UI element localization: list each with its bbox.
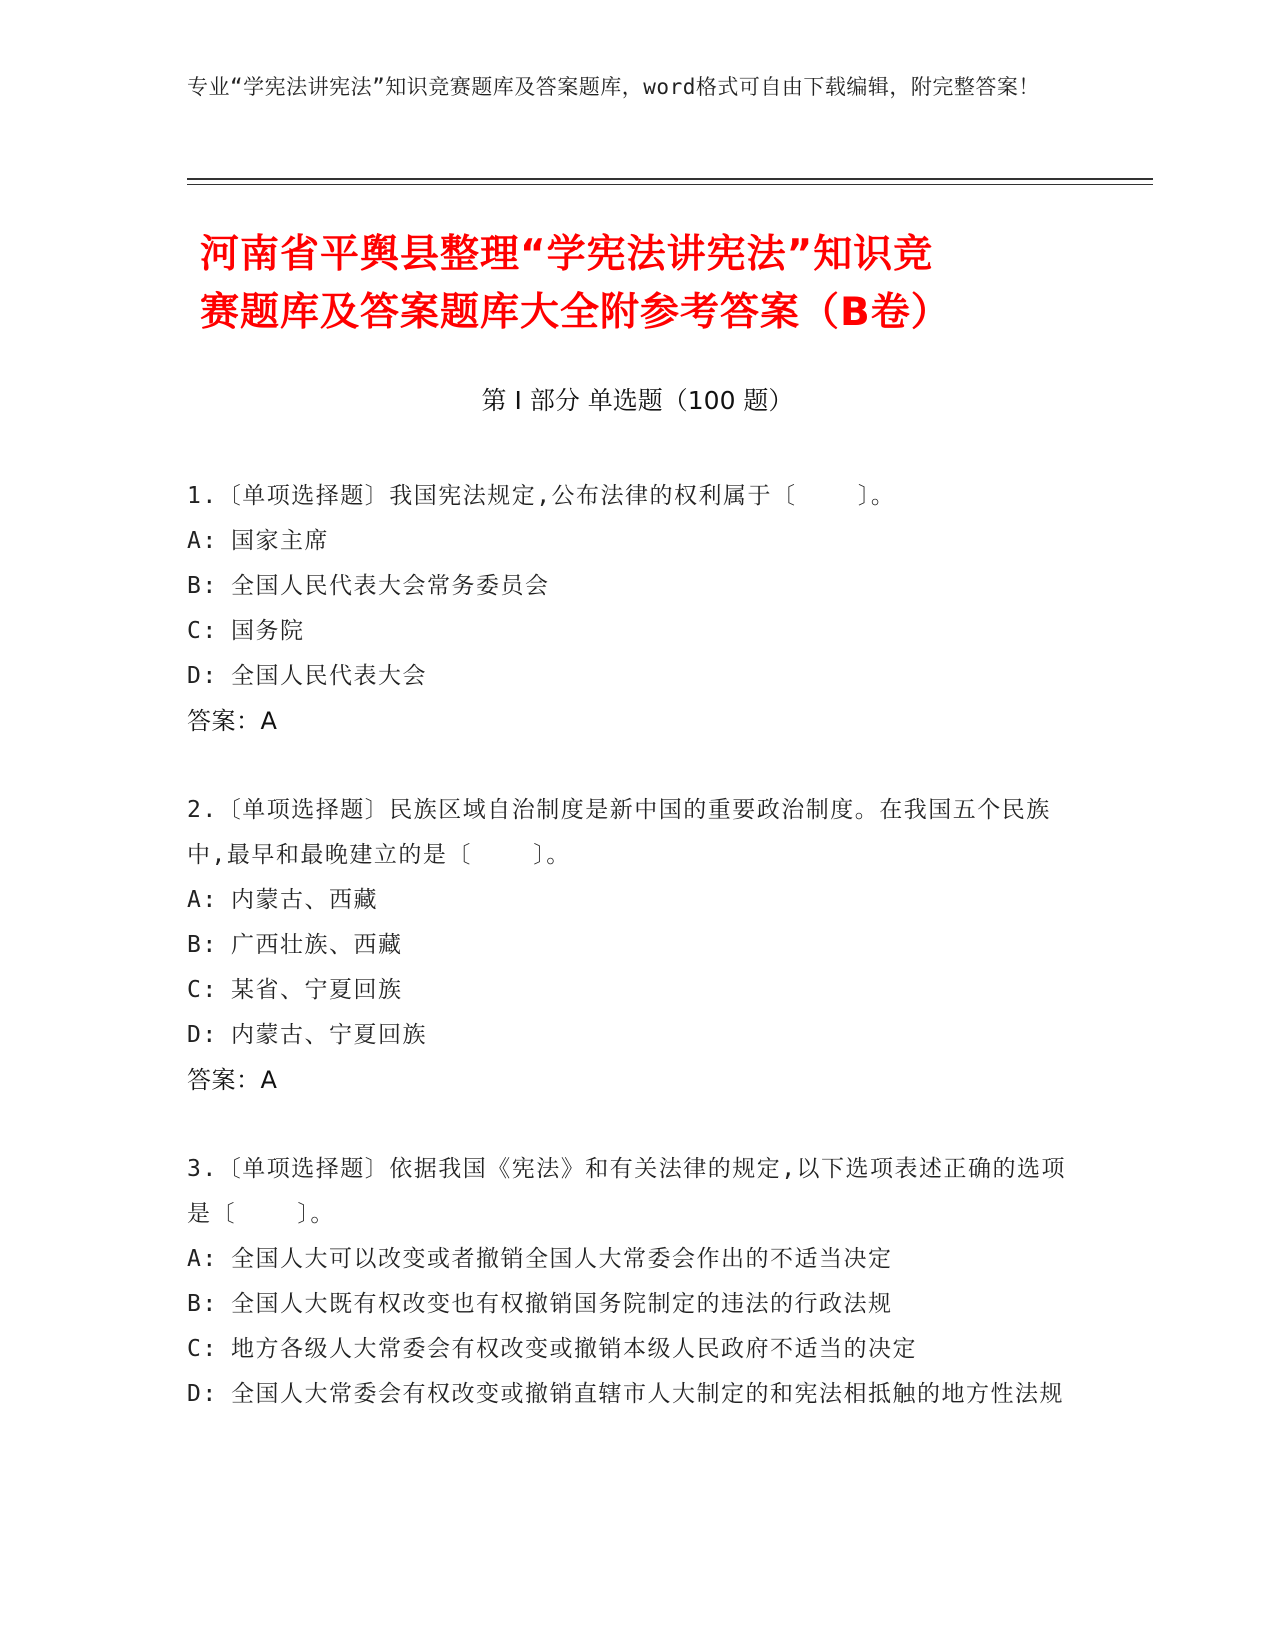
title-line-1: 河南省平舆县整理“学宪法讲宪法”知识竞: [200, 232, 934, 277]
option-text: 地方各级人大常委会有权改变或撤销本级人民政府不适当的决定: [231, 1336, 917, 1362]
option-key: C:: [187, 618, 218, 644]
header-divider-thick: [187, 178, 1153, 180]
question-stem: 2.〔单项选择题〕民族区域自治制度是新中国的重要政治制度。在我国五个民族中,最早和最晚建立的是〔 〕。: [187, 797, 1051, 868]
option-key: B:: [187, 573, 218, 599]
option-key: D:: [187, 663, 218, 689]
header-divider-thin: [187, 184, 1153, 185]
option-key: B:: [187, 932, 218, 958]
option-text: 国家主席: [231, 528, 329, 554]
option-d: [187, 654, 1077, 699]
document-title: [200, 226, 1100, 342]
option-key: B:: [187, 1291, 218, 1317]
question-stem: 1.〔单项选择题〕我国宪法规定,公布法律的权利属于〔 〕。: [187, 483, 896, 509]
option-a: [187, 519, 1077, 564]
option-text: 全国人大既有权改变也有权撤销国务院制定的违法的行政法规: [231, 1291, 893, 1317]
question-list: [187, 474, 1077, 1461]
option-key: D:: [187, 1022, 218, 1048]
question-item: [187, 474, 1077, 744]
intro-text: 专业“学宪法讲宪法”知识竞赛题库及答案题库，word格式可自由下载编辑，附完整答案！: [187, 75, 1040, 99]
option-key: C:: [187, 1336, 218, 1362]
title-line-2: 赛题库及答案题库大全附参考答案（B卷）: [200, 290, 951, 335]
answer-line: 答案：A: [187, 1066, 278, 1094]
option-a: [187, 1237, 1077, 1282]
question-stem: 3.〔单项选择题〕依据我国《宪法》和有关法律的规定,以下选项表述正确的选项是〔 〕。: [187, 1156, 1067, 1227]
option-text: 广西壮族、西藏: [231, 932, 403, 958]
option-b: [187, 564, 1077, 609]
option-key: C:: [187, 977, 218, 1003]
question-item: [187, 788, 1077, 1103]
option-c: [187, 1327, 1077, 1372]
option-c: [187, 968, 1077, 1013]
answer-line: 答案：A: [187, 707, 278, 735]
option-text: 内蒙古、宁夏回族: [231, 1022, 427, 1048]
option-d: [187, 1372, 1077, 1417]
option-text: 内蒙古、西藏: [231, 887, 378, 913]
option-a: [187, 878, 1077, 923]
option-text: 全国人民代表大会: [231, 663, 427, 689]
option-b: [187, 1282, 1077, 1327]
option-key: D:: [187, 1381, 218, 1407]
option-c: [187, 609, 1077, 654]
option-text: 全国人大可以改变或者撤销全国人大常委会作出的不适当决定: [231, 1246, 893, 1272]
option-key: A:: [187, 528, 218, 554]
option-text: 全国人大常委会有权改变或撤销直辖市人大制定的和宪法相抵触的地方性法规: [231, 1381, 1064, 1407]
option-key: A:: [187, 887, 218, 913]
option-text: 国务院: [231, 618, 305, 644]
option-b: [187, 923, 1077, 968]
option-d: [187, 1013, 1077, 1058]
question-item: [187, 1147, 1077, 1417]
option-key: A:: [187, 1246, 218, 1272]
option-text: 某省、宁夏回族: [231, 977, 403, 1003]
option-text: 全国人民代表大会常务委员会: [231, 573, 550, 599]
section-heading: 第 I 部分 单选题（100 题）: [481, 386, 794, 415]
